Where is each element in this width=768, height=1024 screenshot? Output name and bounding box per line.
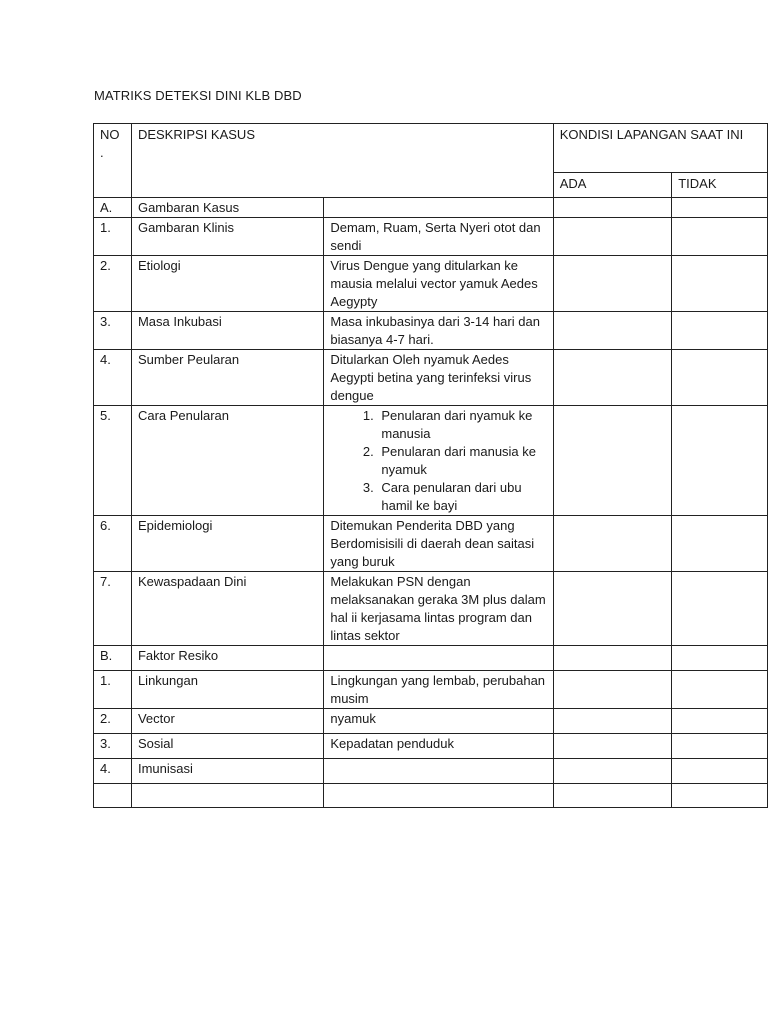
tidak-cell[interactable] — [672, 406, 768, 516]
row-label: Sosial — [131, 734, 323, 759]
table-row — [94, 198, 768, 218]
tidak-cell[interactable] — [672, 784, 768, 808]
table-row — [94, 516, 768, 572]
row-label: Cara Penularan — [131, 406, 323, 516]
row-number: 1. — [94, 671, 132, 709]
row-label — [131, 784, 323, 808]
row-description — [324, 198, 553, 218]
row-number: B. — [94, 646, 132, 671]
header-ada: ADA — [553, 173, 672, 198]
row-description: Virus Dengue yang ditularkan ke mausia melalui vector yamuk Aedes Aegypty — [324, 256, 553, 312]
ada-cell[interactable] — [553, 350, 672, 406]
row-description: nyamuk — [324, 709, 553, 734]
row-description: Melakukan PSN dengan melaksanakan geraka 3M plus dalam hal ii kerjasama lintas program dan lintas sektor — [324, 572, 553, 646]
row-label: Faktor Resiko — [131, 646, 323, 671]
row-number: A. — [94, 198, 132, 218]
row-label: Epidemiologi — [131, 516, 323, 572]
ada-cell[interactable] — [553, 646, 672, 671]
table-row — [94, 734, 768, 759]
table-row — [94, 350, 768, 406]
ada-cell[interactable] — [553, 784, 672, 808]
row-description: Lingkungan yang lembab, perubahan musim — [324, 671, 553, 709]
row-description: Ditemukan Penderita DBD yang Berdomisisili di daerah dean saitasi yang buruk — [324, 516, 553, 572]
tidak-cell[interactable] — [672, 572, 768, 646]
row-number: 5. — [94, 406, 132, 516]
ada-cell[interactable] — [553, 218, 672, 256]
tidak-cell[interactable] — [672, 312, 768, 350]
row-number — [94, 784, 132, 808]
tidak-cell[interactable] — [672, 709, 768, 734]
ada-cell[interactable] — [553, 406, 672, 516]
header-deskripsi-kasus: DESKRIPSI KASUS — [131, 124, 553, 198]
list-item: 1. Penularan dari nyamuk ke manusia — [377, 407, 546, 443]
table-row — [94, 709, 768, 734]
table-row — [94, 646, 768, 671]
header-no: NO . — [94, 124, 132, 198]
row-label: Vector — [131, 709, 323, 734]
row-description — [324, 784, 553, 808]
list-item: 3. Cara penularan dari ubu hamil ke bayi — [377, 479, 546, 515]
ada-cell[interactable] — [553, 516, 672, 572]
header-kondisi-lapangan: KONDISI LAPANGAN SAAT INI — [553, 124, 767, 173]
row-description — [324, 406, 553, 516]
row-number: 6. — [94, 516, 132, 572]
table-row — [94, 312, 768, 350]
row-number: 7. — [94, 572, 132, 646]
row-number: 4. — [94, 350, 132, 406]
row-label: Linkungan — [131, 671, 323, 709]
ada-cell[interactable] — [553, 734, 672, 759]
row-number: 2. — [94, 709, 132, 734]
table-row — [94, 406, 768, 516]
tidak-cell[interactable] — [672, 516, 768, 572]
tidak-cell[interactable] — [672, 218, 768, 256]
tidak-cell[interactable] — [672, 350, 768, 406]
header-row-top — [94, 124, 768, 173]
table-row — [94, 759, 768, 784]
row-description: Demam, Ruam, Serta Nyeri otot dan sendi — [324, 218, 553, 256]
ada-cell[interactable] — [553, 312, 672, 350]
header-tidak: TIDAK — [672, 173, 768, 198]
row-label: Imunisasi — [131, 759, 323, 784]
row-description — [324, 646, 553, 671]
row-label: Sumber Peularan — [131, 350, 323, 406]
table-row — [94, 218, 768, 256]
transmission-list — [330, 407, 546, 515]
tidak-cell[interactable] — [672, 646, 768, 671]
row-number: 2. — [94, 256, 132, 312]
list-item: 2. Penularan dari manusia ke nyamuk — [377, 443, 546, 479]
tidak-cell[interactable] — [672, 759, 768, 784]
row-description: Masa inkubasinya dari 3-14 hari dan biasanya 4-7 hari. — [324, 312, 553, 350]
row-description: Kepadatan penduduk — [324, 734, 553, 759]
row-description: Ditularkan Oleh nyamuk Aedes Aegypti betina yang terinfeksi virus dengue — [324, 350, 553, 406]
table-row — [94, 256, 768, 312]
row-number: 1. — [94, 218, 132, 256]
row-number: 3. — [94, 734, 132, 759]
table-row — [94, 671, 768, 709]
tidak-cell[interactable] — [672, 198, 768, 218]
row-label: Etiologi — [131, 256, 323, 312]
row-description — [324, 759, 553, 784]
tidak-cell[interactable] — [672, 734, 768, 759]
tidak-cell[interactable] — [672, 671, 768, 709]
ada-cell[interactable] — [553, 256, 672, 312]
row-label: Masa Inkubasi — [131, 312, 323, 350]
row-number: 4. — [94, 759, 132, 784]
row-label: Kewaspadaan Dini — [131, 572, 323, 646]
ada-cell[interactable] — [553, 572, 672, 646]
ada-cell[interactable] — [553, 759, 672, 784]
tidak-cell[interactable] — [672, 256, 768, 312]
table-row — [94, 784, 768, 808]
ada-cell[interactable] — [553, 198, 672, 218]
row-label: Gambaran Kasus — [131, 198, 323, 218]
table-row — [94, 572, 768, 646]
row-label: Gambaran Klinis — [131, 218, 323, 256]
row-number: 3. — [94, 312, 132, 350]
document-title: MATRIKS DETEKSI DINI KLB DBD — [94, 88, 302, 103]
ada-cell[interactable] — [553, 709, 672, 734]
ada-cell[interactable] — [553, 671, 672, 709]
detection-matrix-table — [93, 123, 768, 808]
